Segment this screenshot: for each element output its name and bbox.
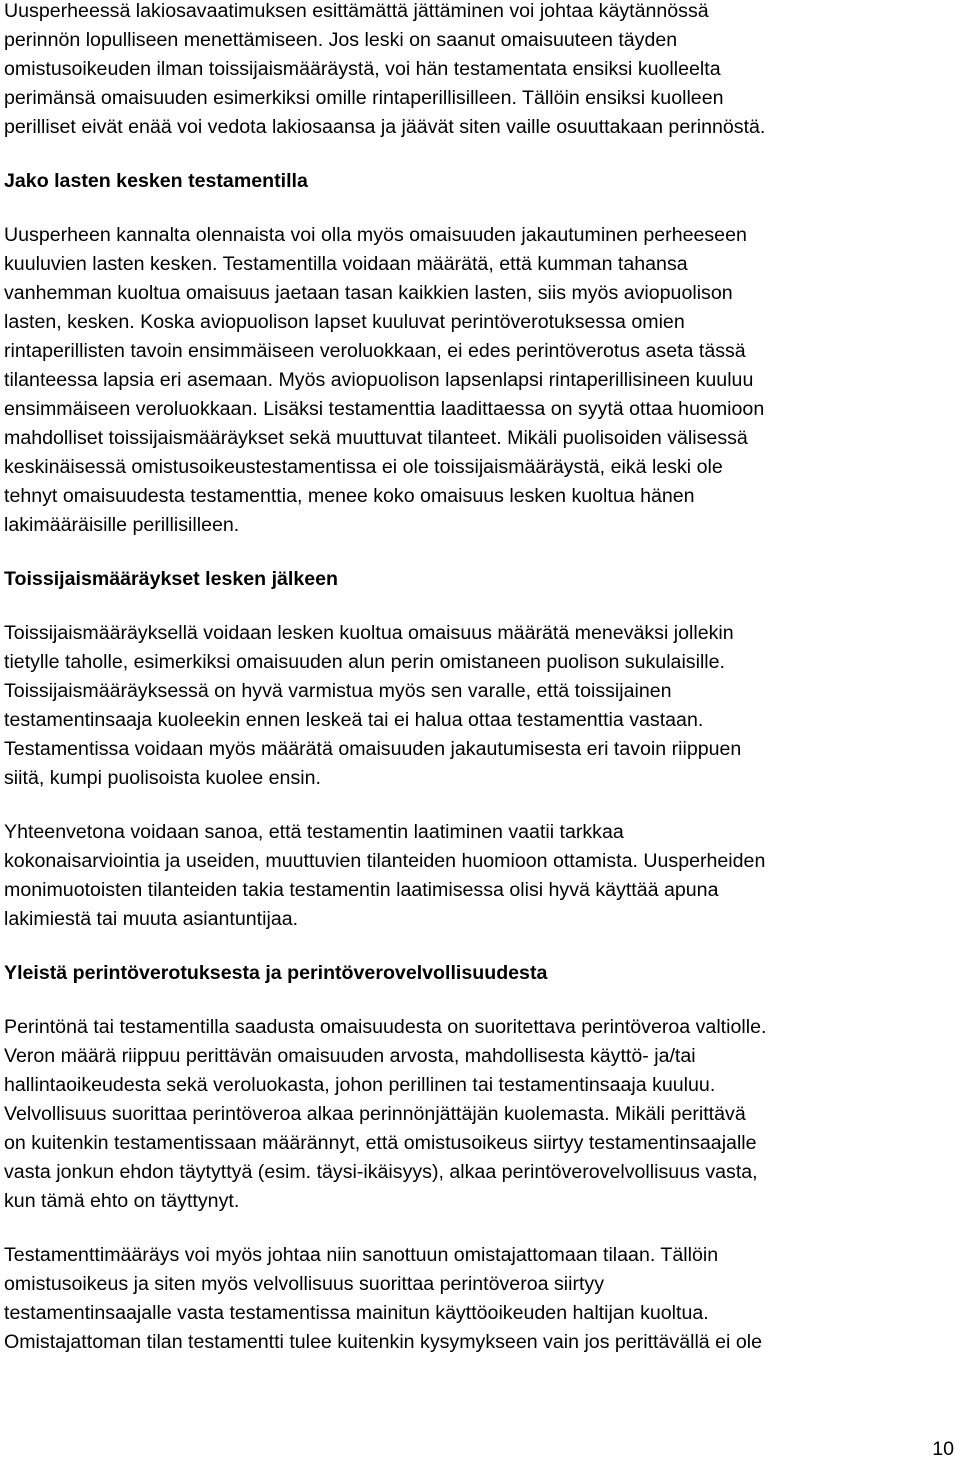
paragraph: [4, 1013, 956, 1216]
section-heading: [4, 565, 956, 594]
paragraph: [4, 1241, 956, 1357]
paragraph-line: tilanteessa lapsia eri asemaan. Myös aviopuolison lapsenlapsi rintaperillisineen kuuluu: [4, 369, 754, 391]
paragraph-line: Omistajattoman tilan testamentti tulee kuitenkin kysymykseen vain jos perittävällä ei ole: [4, 1331, 762, 1353]
paragraph-line: vasta jonkun ehdon täytyttyä (esim. täysi-ikäisyys), alkaa perintöverovelvollisuus vasta,: [4, 1161, 758, 1183]
block-spacer: [4, 793, 956, 818]
paragraph-line: Uusperheen kannalta olennaista voi olla myös omaisuuden jakautuminen perheeseen: [4, 224, 747, 246]
paragraph-line: lakimiestä tai muuta asiantuntijaa.: [4, 908, 299, 930]
paragraph-line: perilliset eivät enää voi vedota lakiosaansa ja jäävät siten vaille osuuttakaan perinnöstä.: [4, 116, 766, 138]
paragraph-line: lakimääräisille perillisilleen.: [4, 514, 240, 536]
block-spacer: [4, 1216, 956, 1241]
paragraph-line: testamentinsaajalle vasta testamentissa mainitun käyttöoikeuden haltijan kuoltua.: [4, 1302, 709, 1324]
paragraph: [4, 619, 956, 793]
block-spacer: [4, 988, 956, 1013]
paragraph-line: perimänsä omaisuuden esimerkiksi omille rintaperillisilleen. Tällöin ensiksi kuolleen: [4, 87, 724, 109]
paragraph-line: omistusoikeus ja siten myös velvollisuus suorittaa perintöveroa siirtyy: [4, 1273, 605, 1295]
heading-text: Toissijaismääräykset lesken jälkeen: [4, 568, 339, 590]
document-body: [4, 0, 956, 1357]
paragraph-line: kokonaisarviointia ja useiden, muuttuvien tilanteiden huomioon ottamista. Uusperheiden: [4, 850, 766, 872]
page-number: 10: [932, 1438, 954, 1460]
paragraph-line: lasten, kesken. Koska aviopuolison lapset kuuluvat perintöverotuksessa omien: [4, 311, 685, 333]
paragraph-line: hallintaoikeudesta sekä veroluokasta, johon perillinen tai testamentinsaaja kuuluu.: [4, 1074, 716, 1096]
heading-text: Yleistä perintöverotuksesta ja perintöverovelvollisuudesta: [4, 962, 548, 984]
paragraph-line: Veron määrä riippuu perittävän omaisuuden arvosta, mahdollisesta käyttö- ja/tai: [4, 1045, 696, 1067]
paragraph-line: Testamentissa voidaan myös määrätä omaisuuden jakautumisesta eri tavoin riippuen: [4, 738, 742, 760]
block-spacer: [4, 934, 956, 959]
paragraph-line: ensimmäiseen veroluokkaan. Lisäksi testamenttia laadittaessa on syytä ottaa huomioon: [4, 398, 765, 420]
section-heading: [4, 167, 956, 196]
paragraph: [4, 0, 956, 142]
block-spacer: [4, 142, 956, 167]
block-spacer: [4, 594, 956, 619]
paragraph-line: Uusperheessä lakiosavaatimuksen esittämättä jättäminen voi johtaa käytännössä: [4, 0, 709, 22]
paragraph-line: siitä, kumpi puolisoista kuolee ensin.: [4, 767, 321, 789]
paragraph-line: perinnön lopulliseen menettämiseen. Jos leski on saanut omaisuuteen täyden: [4, 29, 678, 51]
paragraph-line: monimuotoisten tilanteiden takia testamentin laatimisessa olisi hyvä käyttää apuna: [4, 879, 719, 901]
section-heading: [4, 959, 956, 988]
paragraph-line: Yhteenvetona voidaan sanoa, että testamentin laatiminen vaatii tarkkaa: [4, 821, 624, 843]
paragraph-line: testamentinsaaja kuoleekin ennen leskeä tai ei halua ottaa testamenttia vastaan.: [4, 709, 704, 731]
paragraph-line: kuuluvien lasten kesken. Testamentilla voidaan määrätä, että kumman tahansa: [4, 253, 688, 275]
paragraph-line: omistusoikeuden ilman toissijaismääräystä, voi hän testamentata ensiksi kuolleelta: [4, 58, 721, 80]
paragraph-line: Toissijaismääräyksessä on hyvä varmistua myös sen varalle, että toissijainen: [4, 680, 672, 702]
paragraph-line: kun tämä ehto on täyttynyt.: [4, 1190, 240, 1212]
paragraph: [4, 818, 956, 934]
paragraph-line: mahdolliset toissijaismääräykset sekä muuttuvat tilanteet. Mikäli puolisoiden välisessä: [4, 427, 748, 449]
paragraph-line: vanhemman kuoltua omaisuus jaetaan tasan kaikkien lasten, siis myös aviopuolison: [4, 282, 733, 304]
block-spacer: [4, 540, 956, 565]
paragraph: [4, 221, 956, 540]
paragraph-line: tehnyt omaisuudesta testamenttia, menee koko omaisuus lesken kuoltua hänen: [4, 485, 695, 507]
block-spacer: [4, 196, 956, 221]
paragraph-line: Velvollisuus suorittaa perintöveroa alkaa perinnönjättäjän kuolemasta. Mikäli perittävä: [4, 1103, 746, 1125]
paragraph-line: on kuitenkin testamentissaan määrännyt, että omistusoikeus siirtyy testamentinsaajalle: [4, 1132, 757, 1154]
heading-text: Jako lasten kesken testamentilla: [4, 170, 308, 192]
paragraph-line: rintaperillisten tavoin ensimmäiseen veroluokkaan, ei edes perintöverotus aseta tässä: [4, 340, 746, 362]
paragraph-line: Toissijaismääräyksellä voidaan lesken kuoltua omaisuus määrätä meneväksi jollekin: [4, 622, 734, 644]
paragraph-line: Testamenttimääräys voi myös johtaa niin sanottuun omistajattomaan tilaan. Tällöin: [4, 1244, 719, 1266]
paragraph-line: Perintönä tai testamentilla saadusta omaisuudesta on suoritettava perintöveroa valtiolle.: [4, 1016, 767, 1038]
paragraph-line: keskinäisessä omistusoikeustestamentissa ei ole toissijaismääräystä, eikä leski ole: [4, 456, 723, 478]
paragraph-line: tietylle taholle, esimerkiksi omaisuuden alun perin omistaneen puolison sukulaisille.: [4, 651, 725, 673]
